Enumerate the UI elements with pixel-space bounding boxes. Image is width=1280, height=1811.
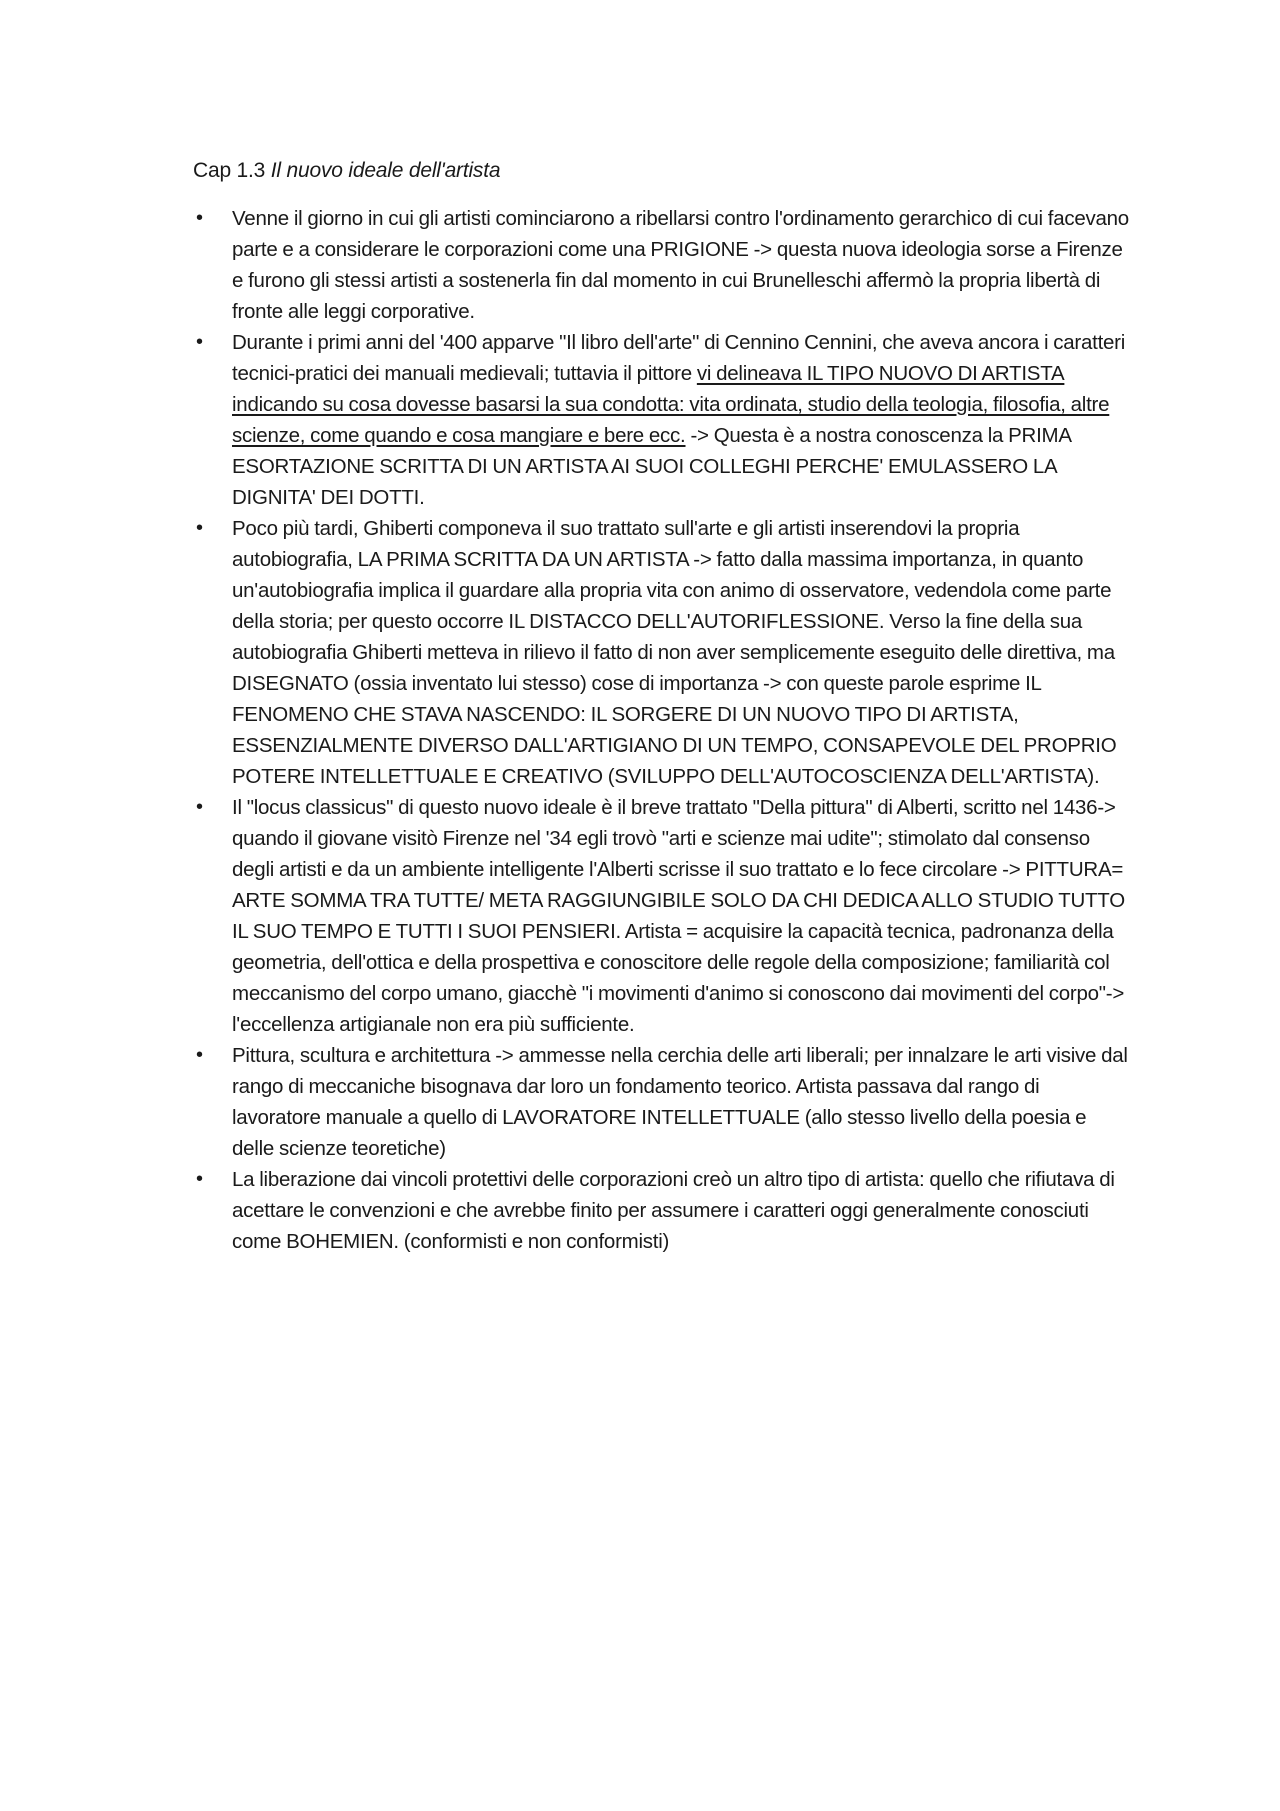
heading-title: Il nuovo ideale dell'artista (270, 159, 501, 182)
list-item (193, 1040, 1133, 1164)
bullet-icon: • (196, 331, 203, 353)
list-item (193, 513, 1133, 792)
list-item (193, 203, 1133, 327)
list-item-text-after: -> Questa è a nostra conoscenza la PRIMA ESORTAZIONE SCRITTA DI UN ARTISTA AI SUOI COLLEGHI PERCHE' EMULASSERO LA DIGNITA' DEI DOTTI. (232, 424, 1071, 509)
bullet-icon: • (196, 207, 203, 229)
list-item-text: La liberazione dai vincoli protettivi delle corporazioni creò un altro tipo di artista: quello che rifiutava di acettare le convenzioni e che avrebbe finito per assumere i caratteri oggi generalmente conosciuti come BOHEMIEN. (conformisti e non conformisti) (232, 1168, 1115, 1253)
list-item (193, 327, 1133, 513)
list-item-text: Il "locus classicus" di questo nuovo ideale è il breve trattato "Della pittura" di Alberti, scritto nel 1436-> quando il giovane visitò Firenze nel '34 egli trovò "arti e scienze mai udite"; stimolato dal consenso degli artisti e da un ambiente intelligente l'Alberti scrisse il suo trattato e lo fece circolare -> PITTURA= ARTE SOMMA TRA TUTTE/ META RAGGIUNGIBILE SOLO DA CHI DEDICA ALLO STUDIO TUTTO IL SUO TEMPO E TUTTI I SUOI PENSIERI. Artista = acquisire la capacità tecnica, padronanza della geometria, dell'ottica e della prospettiva e conoscitore delle regole della composizione; familiarità col meccanismo del corpo umano, giacchè "i movimenti d'animo si conoscono dai movimenti del corpo"-> l'eccellenza artigianale non era più sufficiente. (232, 796, 1125, 1036)
bullet-icon: • (196, 796, 203, 818)
underlined-passage: vi delineava IL TIPO NUOVO DI ARTISTA indicando su cosa dovesse basarsi la sua condotta: vita ordinata, studio della teologia, filosofia, altre scienze, come quando e cosa mangiare e bere ecc. (232, 362, 1110, 447)
list-item (193, 792, 1133, 1040)
bullet-icon: • (196, 1044, 203, 1066)
bullet-icon: • (196, 517, 203, 539)
heading-chapter-number: Cap 1.3 (193, 159, 271, 182)
list-item-text: Poco più tardi, Ghiberti componeva il suo trattato sull'arte e gli artisti inserendovi la propria autobiografia, LA PRIMA SCRITTA DA UN ARTISTA -> fatto dalla massima importanza, in quanto un'autobiografia implica il guardare alla propria vita con animo di osservatore, vedendola come parte della storia; per questo occorre IL DISTACCO DELL'AUTORIFLESSIONE. Verso la fine della sua autobiografia Ghiberti metteva in rilievo il fatto di non aver semplicemente eseguito delle direttiva, ma DISEGNATO (ossia inventato lui stesso) cose di importanza -> con queste parole esprime IL FENOMENO CHE STAVA NASCENDO: IL SORGERE DI UN NUOVO TIPO DI ARTISTA, ESSENZIALMENTE DIVERSO DALL'ARTIGIANO DI UN TEMPO, CONSAPEVOLE DEL PROPRIO POTERE INTELLETTUALE E CREATIVO (SVILUPPO DELL'AUTOCOSCIENZA DELL'ARTISTA). (232, 517, 1117, 788)
list-item (193, 1164, 1133, 1257)
section-heading (193, 155, 500, 186)
list-item-text-before: Durante i primi anni del '400 apparve "Il libro dell'arte" di Cennino Cennini, che aveva ancora i caratteri tecnici-pratici dei manuali medievali; tuttavia il pittore (232, 331, 1126, 385)
bullet-icon: • (196, 1168, 203, 1190)
bullet-list (193, 203, 1133, 1257)
list-item-text: Pittura, scultura e architettura -> ammesse nella cerchia delle arti liberali; per innalzare le arti visive dal rango di meccaniche bisognava dar loro un fondamento teorico. Artista passava dal rango di lavoratore manuale a quello di LAVORATORE INTELLETTUALE (allo stesso livello della poesia e delle scienze teoretiche) (232, 1044, 1128, 1160)
list-item-text: Venne il giorno in cui gli artisti cominciarono a ribellarsi contro l'ordinamento gerarchico di cui facevano parte e a considerare le corporazioni come una PRIGIONE -> questa nuova ideologia sorse a Firenze e furono gli stessi artisti a sostenerla fin dal momento in cui Brunelleschi affermò la propria libertà di fronte alle leggi corporative. (232, 207, 1129, 323)
